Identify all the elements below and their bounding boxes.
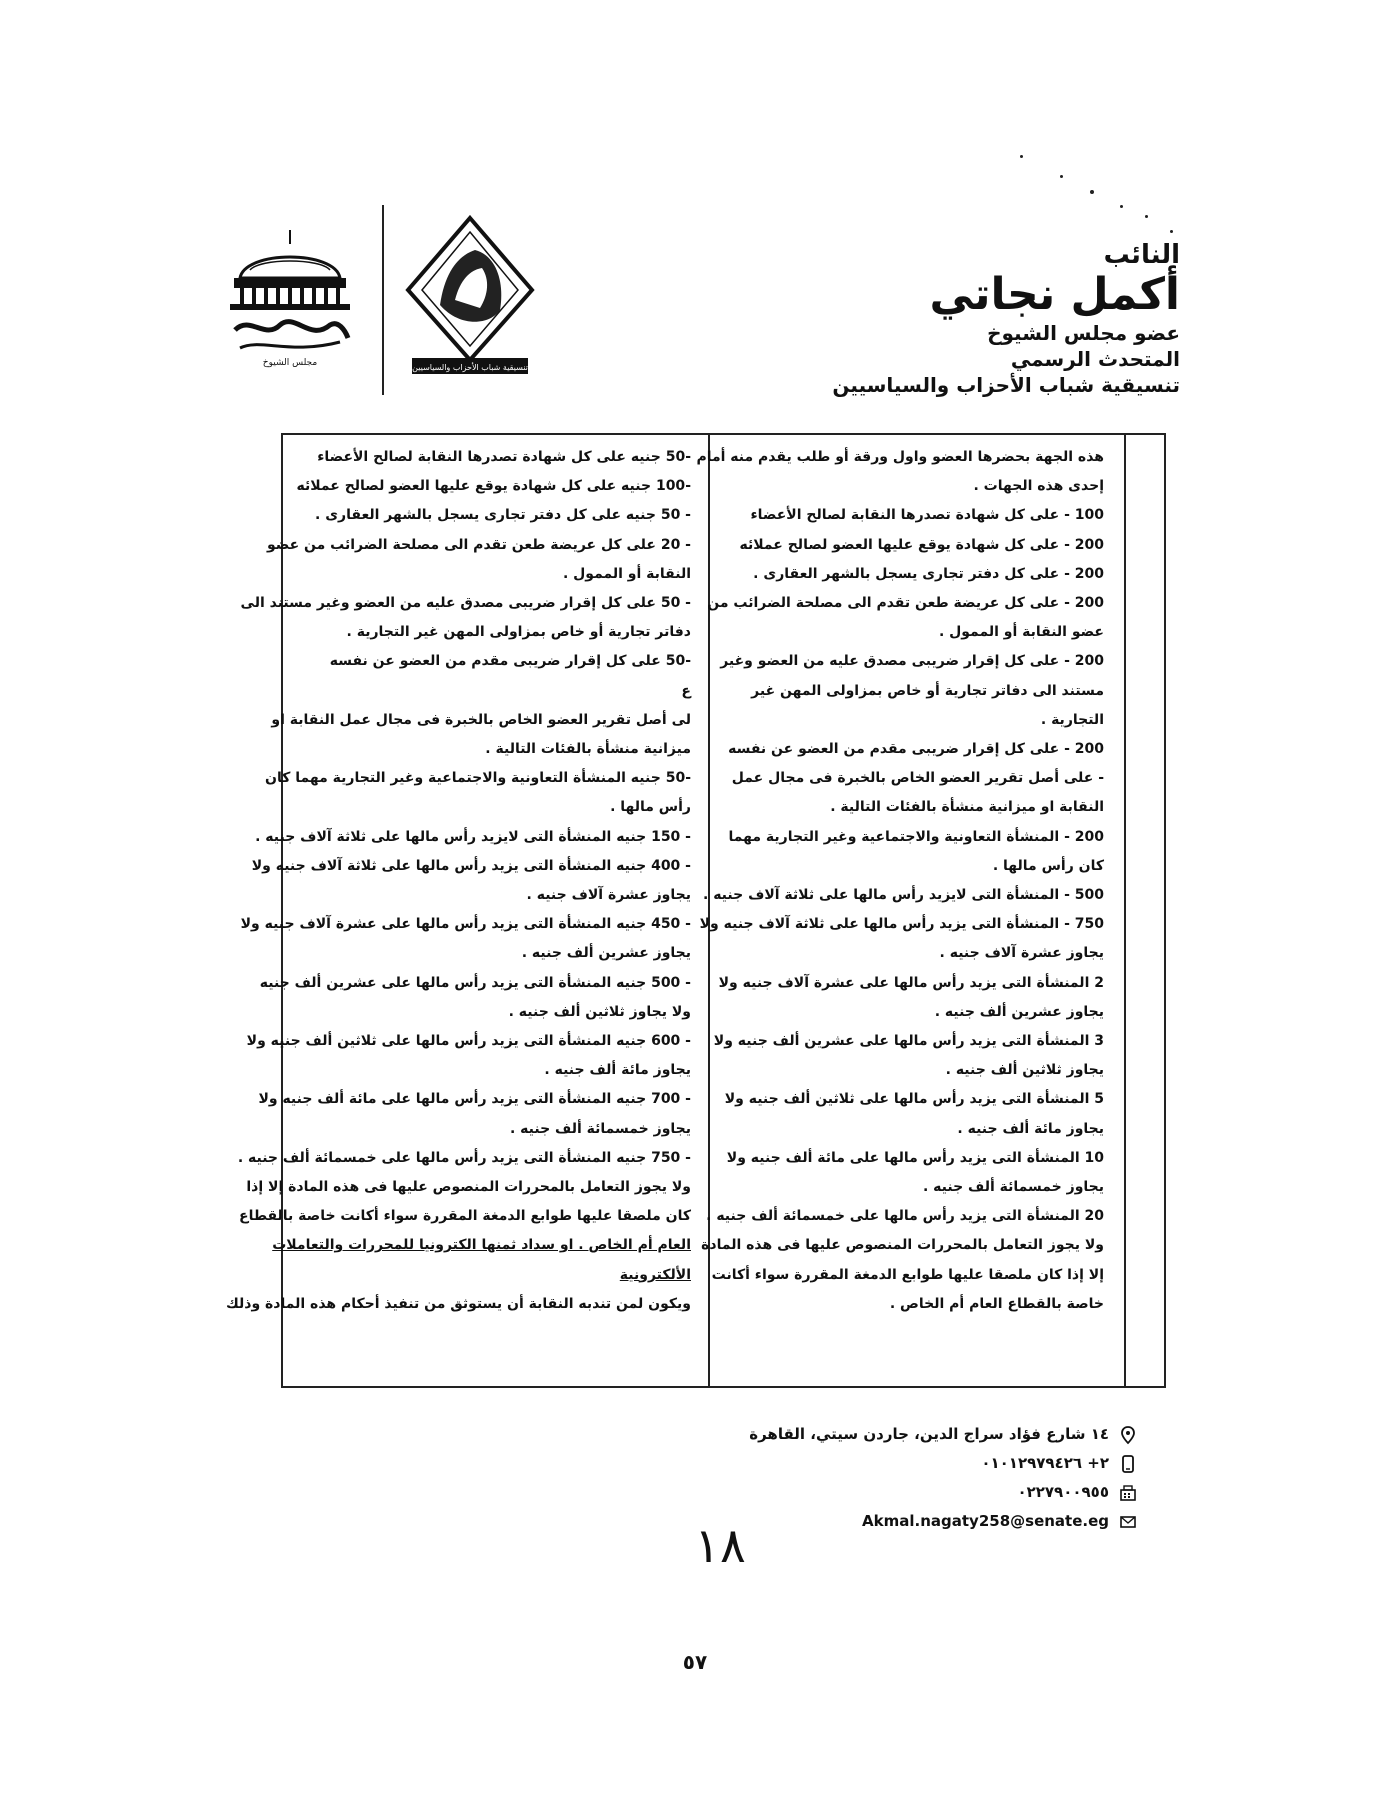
text-line: - 600 جنيه المنشأة التى يزيد رأس مالها على ثلاثين ألف جنيه ولا [246,1033,691,1050]
member-role-2: المتحدث الرسمي [1010,347,1180,371]
speck [1020,155,1023,158]
text-line: يجاوز عشرة آلاف جنيه . [526,887,691,904]
text-line: 750 - المنشأة التى يزيد رأس مالها على ثلاثة آلاف جنيه ولا [699,916,1104,933]
articles-table [225,433,1166,1388]
fax-text: ٠٢٢٧٩٠٠٩٥٥ [1017,1483,1109,1501]
text-line: - 20 على كل عريضة طعن تقدم الى مصلحة الضرائب من عضو [267,536,691,553]
text-line: 200 - على كل دفتر تجارى يسجل بالشهر العقارى . [753,565,1104,582]
text-line: ولا يجاوز ثلاثين ألف جنيه . [508,1003,691,1020]
text-line: يجاوز عشرين ألف جنيه . [934,1003,1104,1020]
text-line: يجاوز مائة ألف جنيه . [544,1062,691,1079]
current-text-column [696,443,1104,1319]
handwritten-page-mark-text: ١٨ [694,1518,746,1574]
text-line: 5 المنشأة التى يزيد رأس مالها على ثلاثين ألف جنيه ولا [724,1091,1104,1108]
text-line: يجاوز مائة ألف جنيه . [957,1120,1104,1137]
handwritten-page-mark [680,1510,760,1580]
email-row [717,1507,1137,1536]
text-line: 200 - المنشأة التعاونية والاجتماعية وغير التجارية مهما [728,828,1104,845]
text-line: يجاوز عشرين ألف جنيه . [521,945,691,962]
page-number: ٥٧ [682,1650,708,1674]
header-divider [382,205,384,395]
text-line: 200 - على كل إقرار ضريبى مصدق عليه من العضو وغير [720,653,1104,670]
text-line: يجاوز خمسمائة ألف جنيه . [922,1179,1104,1196]
text-line: ولا يجوز التعامل بالمحررات المنصوص عليها فى هذه المادة [701,1237,1104,1254]
text-line: ع [681,682,691,699]
text-line-underlined: العام أم الخاص . او سداد ثمنها الكترونيا للمحررات والتعاملات [272,1237,691,1254]
member-role-3: تنسيقية شباب الأحزاب والسياسيين [832,373,1180,397]
text-line: - على أصل تقرير العضو الخاص بالخبرة فى مجال عمل [731,770,1104,787]
text-line: يجاوز ثلاثين ألف جنيه . [945,1062,1104,1079]
party-coordination-logo [400,210,540,380]
fax-icon [1119,1484,1137,1502]
letterhead [220,150,1180,420]
text-line: - 500 جنيه المنشأة التى يزيد رأس مالها على عشرين ألف جنيه [259,974,691,991]
text-line: ميزانية منشأة بالفئات التالية . [485,741,691,758]
text-line: - 50 جنيه على كل دفتر تجارى يسجل بالشهر العقارى . [315,507,691,524]
text-line: ولا يجوز التعامل بالمحررات المنصوص عليها فى هذه المادة إلا إذا [246,1179,691,1196]
contact-footer [717,1420,1137,1536]
text-line: 10 المنشأة التى يزيد رأس مالها على مائة ألف جنيه ولا [726,1149,1104,1166]
senate-logo-caption: مجلس الشيوخ [262,358,318,368]
text-line: دفاتر تجارية أو خاص بمزاولى المهن غير التجارية . [346,624,691,641]
text-line: إحدى هذه الجهات . [973,478,1104,495]
text-line: النقابة أو الممول . [562,565,691,582]
email-text: Akmal.nagaty258@senate.eg [862,1512,1109,1530]
phone-row [717,1449,1137,1478]
table-line-right [1124,435,1126,1386]
text-line: 200 - على كل عريضة طعن تقدم الى مصلحة الضرائب من [707,595,1104,612]
text-line: رأس مالها . [610,799,691,816]
text-line: مستند الى دفاتر تجارية أو خاص بمزاولى المهن غير [751,682,1104,699]
text-line: يجاوز عشرة آلاف جنيه . [939,945,1104,962]
proposed-text-column [225,443,691,1319]
text-line: لى أصل تقرير العضو الخاص بالخبرة فى مجال عمل النقابة او [271,711,691,728]
text-line: 3 المنشأة التى يزيد رأس مالها على عشرين ألف جنيه ولا [713,1033,1104,1050]
text-line: -50 جنيه المنشأة التعاونية والاجتماعية وغير التجارية مهما كان [265,770,691,787]
text-line: ويكون لمن تندبه النقابة أن يستوثق من تنفيذ أحكام هذه المادة وذلك [225,1295,691,1312]
speck [1145,215,1148,218]
fax-row [717,1478,1137,1507]
text-line: النقابة او ميزانية منشأة بالفئات التالية . [830,799,1104,816]
text-line: 500 - المنشأة التى لايزيد رأس مالها على ثلاثة آلاف جنيه . [703,887,1104,904]
email-icon [1119,1513,1137,1531]
member-name-block [800,240,1180,398]
text-line: عضو النقابة أو الممول . [938,624,1104,641]
text-line: هذه الجهة بحضرها العضو واول ورقة أو طلب يقدم منه أمام [696,449,1104,465]
speck [1090,190,1094,194]
speck [1170,230,1173,233]
text-line: كان ملصقا عليها طوابع الدمغة المقررة سواء أكانت خاصة بالقطاع [239,1208,691,1225]
text-line: خاصة بالقطاع العام أم الخاص . [889,1295,1104,1312]
text-line: -50 جنيه على كل شهادة تصدرها النقابة لصالح الأعضاء [317,449,691,465]
text-line: - 150 جنيه المنشأة التى لايزيد رأس مالها على ثلاثة آلاف جنيه . [255,828,691,845]
text-line: يجاوز خمسمائة ألف جنيه . [509,1120,691,1137]
member-title: النائب [1103,240,1180,270]
speck [1120,205,1123,208]
member-name: أكمل نجاتي [929,269,1180,320]
text-line: 2 المنشأة التى يزيد رأس مالها على عشرة آلاف جنيه ولا [718,974,1104,991]
member-role-1: عضو مجلس الشيوخ [987,321,1180,345]
mobile-phone-icon [1119,1455,1137,1473]
speck [1060,175,1063,178]
address-row [717,1420,1137,1449]
text-line: -100 جنيه على كل شهادة يوقع عليها العضو لصالح عملائه [296,478,691,495]
phone-text: ٢+ ٠١٠١٢٩٧٩٤٢٦ [981,1454,1109,1472]
text-line: كان رأس مالها . [992,857,1104,874]
text-line: - 50 على كل إقرار ضريبى مصدق عليه من العضو وغير مستند الى [240,595,691,612]
address-text: ١٤ شارع فؤاد سراج الدين، جاردن سيتي، القاهرة [749,1425,1109,1443]
text-line: التجارية . [1040,711,1104,728]
text-line: 200 - على كل إقرار ضريبى مقدم من العضو عن نفسه [728,741,1104,758]
text-line: - 450 جنيه المنشأة التى يزيد رأس مالها على عشرة آلاف جنيه ولا [240,916,691,933]
text-line: 200 - على كل شهادة يوقع عليها العضو لصالح عملائه [739,536,1104,553]
text-line: 100 - على كل شهادة تصدرها النقابة لصالح الأعضاء [750,507,1104,524]
location-pin-icon [1119,1426,1137,1444]
text-line: - 400 جنيه المنشأة التى يزيد رأس مالها على ثلاثة آلاف جنيه ولا [251,857,691,874]
text-line-underlined: الألكترونية [619,1266,691,1283]
party-logo-caption: تنسيقية شباب الأحزاب والسياسيين [412,363,528,372]
text-line: -50 على كل إقرار ضريبى مقدم من العضو عن نفسه [329,653,691,670]
senate-logo [220,230,360,370]
text-line: إلا إذا كان ملصقا عليها طوابع الدمغة المقررة سواء أكانت [711,1266,1104,1283]
text-line: - 700 جنيه المنشأة التى يزيد رأس مالها على مائة ألف جنيه ولا [258,1091,691,1108]
text-line: - 750 جنيه المنشأة التى يزيد رأس مالها على خمسمائة ألف جنيه . [237,1149,691,1166]
text-line: 20 المنشأة التى يزيد رأس مالها على خمسمائة ألف جنيه . [706,1208,1104,1225]
